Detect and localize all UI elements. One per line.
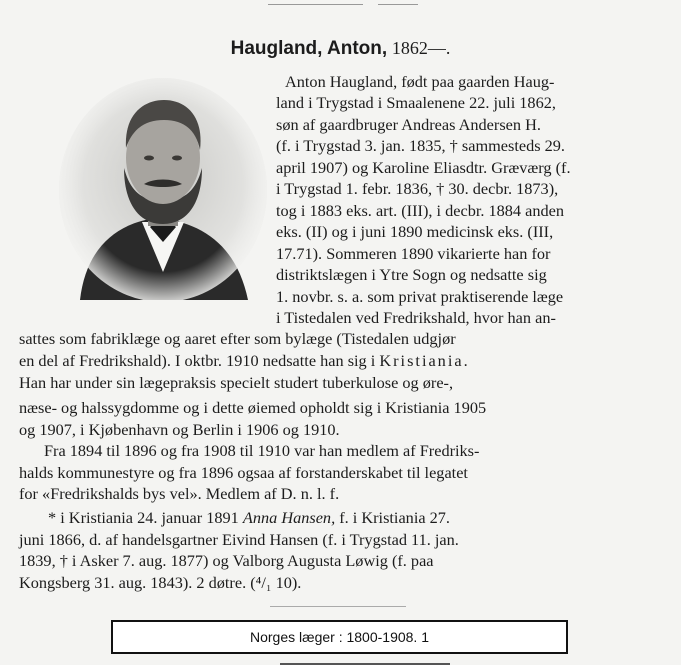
text-line: april 1907) og Karoline Eliasdtr. Græværg (f. xyxy=(276,158,571,177)
top-divider xyxy=(378,4,418,5)
text-line: 17.71). Sommeren 1890 vikarierte han for xyxy=(276,244,551,263)
text-line xyxy=(48,508,450,528)
next-entry-fragment xyxy=(280,660,450,665)
text-line: (f. i Trygstad 3. jan. 1835, † sammesteds 29. xyxy=(276,136,565,155)
text-segment: f. i Kristiania 27. xyxy=(339,508,450,527)
top-divider xyxy=(268,4,363,5)
text-line: Anton Haugland, født paa gaarden Haug- xyxy=(285,72,555,91)
caption-text: Norges læger : 1800-1908. 1 xyxy=(250,629,429,645)
text-segment: en del af Fredrikshald). I oktbr. 1910 nedsatte han sig i xyxy=(19,351,376,370)
text-line: Kongsberg 31. aug. 1843). 2 døtre. (⁴/₁ 10). xyxy=(19,573,302,592)
text-line: næse- og halssygdomme og i dette øiemed opholdt sig i Kristiania 1905 xyxy=(19,398,487,417)
text-line: 1839, † i Asker 7. aug. 1877) og Valborg Augusta Løwig (f. paa xyxy=(19,551,434,570)
text-segment: * i Kristiania 24. januar 1891 xyxy=(48,508,239,527)
text-line: i Trygstad 1. febr. 1836, † 30. decbr. 1873), xyxy=(276,179,559,198)
source-caption xyxy=(111,620,568,654)
text-line: Fra 1894 til 1896 og fra 1908 til 1910 var han medlem af Fredriks- xyxy=(44,441,480,460)
bottom-divider xyxy=(270,606,406,607)
portrait-photo-icon xyxy=(58,72,268,300)
text-line xyxy=(19,351,470,371)
text-line: og 1907, i Kjøbenhavn og Berlin i 1906 og 1910. xyxy=(19,420,340,439)
text-line: distriktslægen i Ytre Sogn og nedsatte sig xyxy=(276,265,547,284)
spouse-name: Anna Hansen, xyxy=(242,508,336,527)
text-line: land i Trygstad i Smaalenene 22. juli 1862, xyxy=(276,93,556,112)
text-line: sattes som fabriklæge og aaret efter som bylæge (Tistedalen udgjør xyxy=(19,329,456,348)
text-line: søn af gaardbruger Andreas Andersen H. xyxy=(276,115,541,134)
text-line: juni 1866, d. af handelsgartner Eivind Hansen (f. i Trygstad 11. jan. xyxy=(19,530,459,549)
place-name: Kristiania. xyxy=(379,351,470,370)
text-line: Han har under sin lægepraksis specielt studert tuberkulose og øre-, xyxy=(19,373,454,392)
entry-name: Haugland, Anton, xyxy=(230,38,388,59)
text-line: tog i 1883 eks. art. (III), i decbr. 1884 anden xyxy=(276,201,565,220)
entry-years: 1862—. xyxy=(391,38,451,58)
entry-heading xyxy=(0,38,681,60)
text-line: for «Fredrikshalds bys vel». Medlem af D. n. l. f. xyxy=(19,484,340,503)
text-line: eks. (II) og i juni 1890 medicinsk eks. (III, xyxy=(276,222,554,241)
text-line: halds kommunestyre og fra 1896 ogsaa af forstanderskabet til legatet xyxy=(19,463,468,482)
text-line: i Tistedalen ved Fredrikshald, hvor han an- xyxy=(276,308,556,327)
text-line: 1. novbr. s. a. som privat praktiserende læge xyxy=(276,287,564,306)
